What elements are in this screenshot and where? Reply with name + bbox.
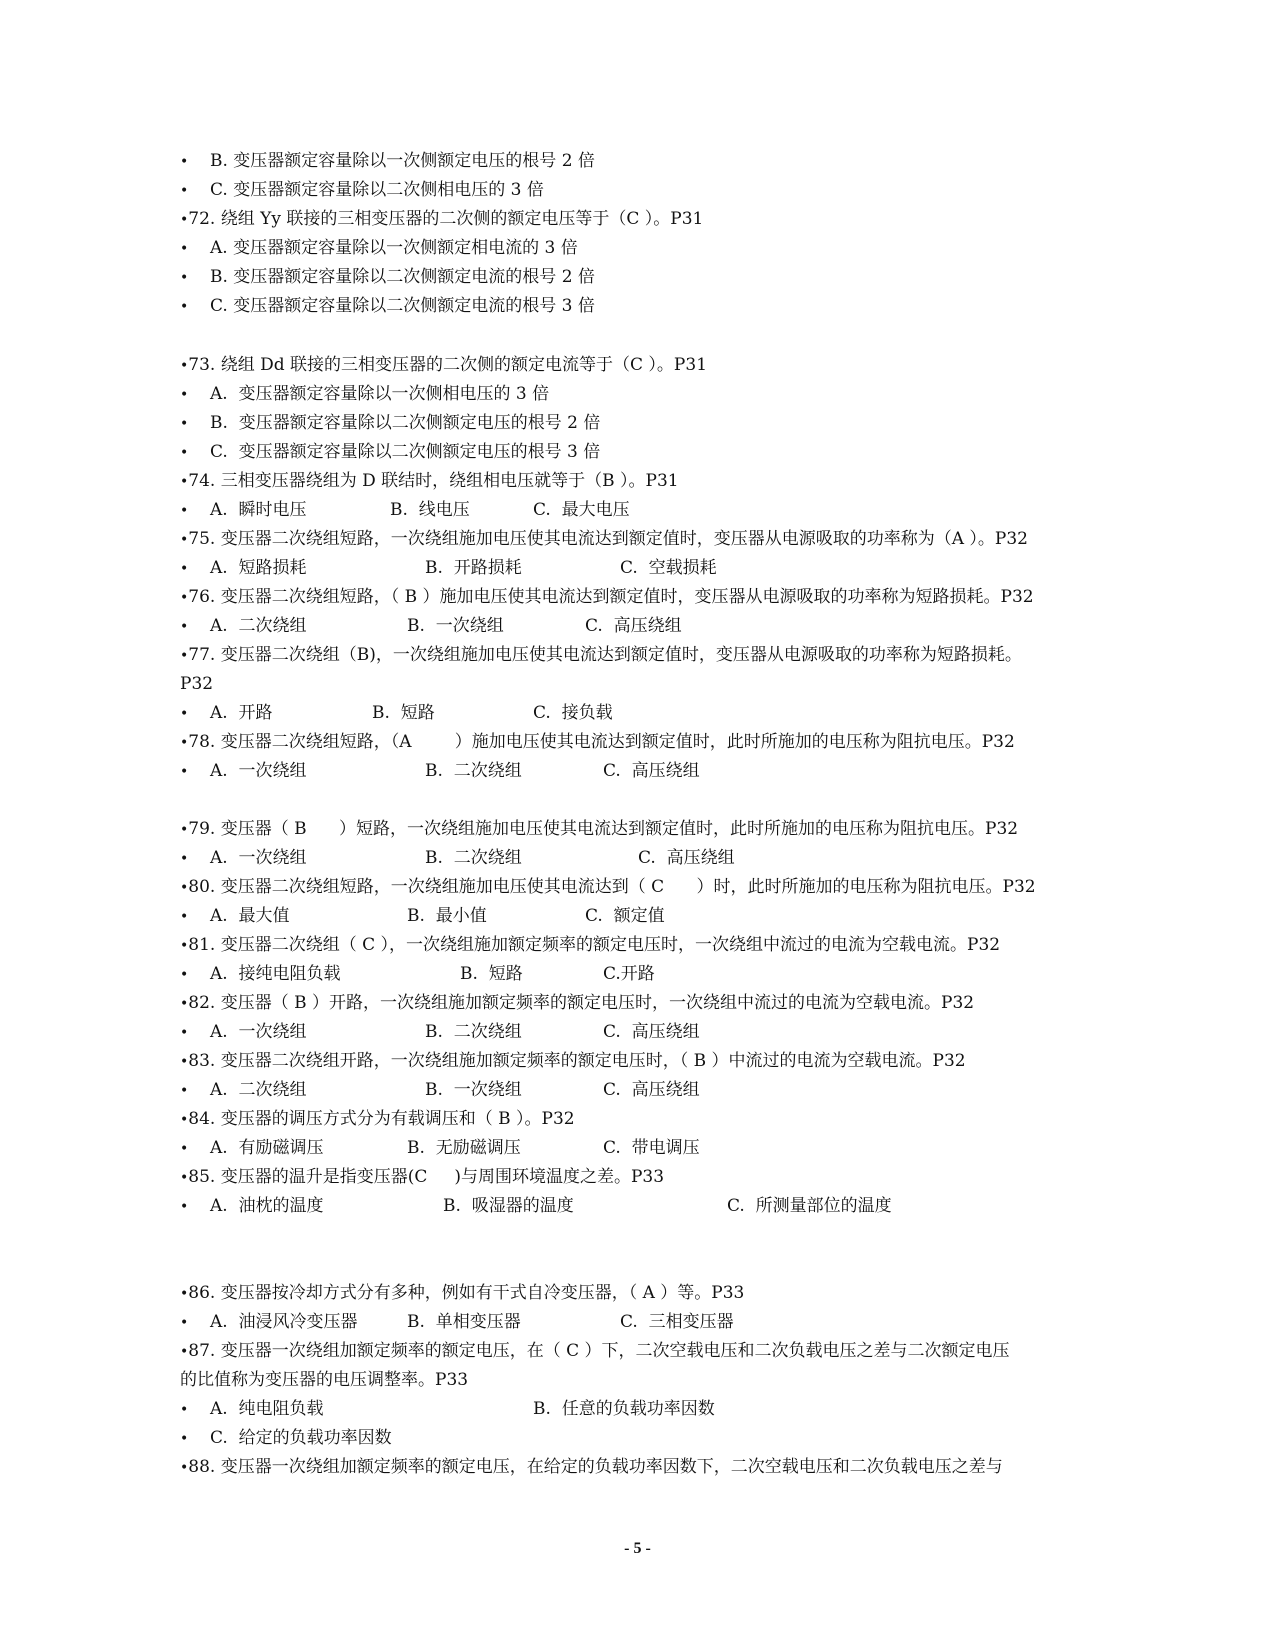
question-text: 85. 变压器的温升是指变压器(C )与周围环境温度之差。P33: [188, 1167, 665, 1187]
option-text: B. 变压器额定容量除以二次侧额定电压的根号 2 倍: [210, 413, 601, 433]
question-line: [180, 816, 1018, 842]
option-choice: C. 带电调压: [603, 1138, 700, 1158]
option-choice: A. 瞬时电压: [210, 500, 307, 520]
option-choice: B. 二次绕组: [425, 1022, 522, 1042]
option-choice: B. 短路: [372, 703, 435, 723]
question-text: 72. 绕组 Yy 联接的三相变压器的二次侧的额定电压等于（C ）。P31: [188, 209, 704, 229]
option-choice: C. 高压绕组: [603, 1022, 700, 1042]
question-text: 75. 变压器二次绕组短路，一次绕组施加电压使其电流达到额定值时，变压器从电源吸取的功率称为（A ）。P32: [188, 529, 1028, 549]
question-line: [180, 584, 1034, 610]
options-line: [180, 758, 1080, 784]
question-text: 79. 变压器（ B ）短路，一次绕组施加电压使其电流达到额定值时，此时所施加的电压称为阻抗电压。P32: [188, 819, 1019, 839]
option-line: [180, 148, 595, 174]
option-choice: B. 吸湿器的温度: [443, 1196, 574, 1216]
options-line: [180, 961, 1080, 987]
option-choice: A. 一次绕组: [210, 848, 307, 868]
question-line: [180, 1338, 1010, 1364]
question-line: [180, 990, 974, 1016]
option-text: C. 给定的负载功率因数: [210, 1428, 392, 1448]
option-choice: A. 油枕的温度: [210, 1196, 324, 1216]
question-text: 76. 变压器二次绕组短路，（ B ）施加电压使其电流达到额定值时，变压器从电源吸取的功率称为短路损耗。P32: [188, 587, 1034, 607]
options-line: [180, 497, 1080, 523]
options-line: [180, 700, 1080, 726]
option-text: C. 变压器额定容量除以二次侧额定电流的根号 3 倍: [210, 296, 595, 316]
option-line: [180, 410, 600, 436]
option-choice: B. 无励磁调压: [407, 1138, 521, 1158]
page-number: - 5 -: [624, 1540, 651, 1557]
option-line: [180, 177, 544, 203]
option-choice: C. 所测量部位的温度: [727, 1196, 892, 1216]
option-choice: B. 二次绕组: [425, 848, 522, 868]
options-line: [180, 613, 1080, 639]
option-choice: C. 高压绕组: [603, 1080, 700, 1100]
bullet-icon: •: [180, 1170, 189, 1186]
option-text: B. 变压器额定容量除以一次侧额定电压的根号 2 倍: [210, 151, 595, 171]
bullet-icon: •: [180, 648, 189, 664]
question-line: [180, 1454, 1003, 1480]
option-choice: B. 开路损耗: [425, 558, 522, 578]
option-line: [180, 235, 578, 261]
options-line: [180, 1077, 1080, 1103]
option-choice: C. 接负载: [533, 703, 613, 723]
option-line: [180, 293, 595, 319]
option-choice: B. 短路: [460, 964, 523, 984]
question-text: 73. 绕组 Dd 联接的三相变压器的二次侧的额定电流等于（C ）。P31: [188, 355, 708, 375]
option-choice: C. 三相变压器: [620, 1312, 734, 1332]
question-text: 77. 变压器二次绕组（B)，一次绕组施加电压使其电流达到额定值时，变压器从电源吸取的功率称为短路损耗。: [188, 645, 1022, 665]
option-choice: B. 二次绕组: [425, 761, 522, 781]
question-line: [180, 874, 1036, 900]
bullet-icon: •: [180, 270, 189, 286]
option-choice: C. 最大电压: [533, 500, 630, 520]
question-text: 88. 变压器一次绕组加额定频率的额定电压，在给定的负载功率因数下，二次空载电压和二次负载电压之差与: [188, 1457, 1003, 1477]
option-choice: A. 最大值: [210, 906, 290, 926]
option-choice: B. 单相变压器: [407, 1312, 521, 1332]
bullet-icon: •: [180, 503, 189, 519]
bullet-icon: •: [180, 445, 189, 461]
continuation-line: 的比值称为变压器的电压调整率。P33: [180, 1370, 469, 1390]
question-line: [180, 526, 1028, 552]
bullet-icon: •: [180, 706, 189, 722]
option-choice: C. 高压绕组: [603, 761, 700, 781]
options-line: [180, 1193, 1080, 1219]
bullet-icon: •: [180, 212, 189, 228]
option-choice: C. 空载损耗: [620, 558, 717, 578]
bullet-icon: •: [180, 1112, 189, 1128]
option-choice: B. 任意的负载功率因数: [533, 1399, 715, 1419]
question-text: 80. 变压器二次绕组短路，一次绕组施加电压使其电流达到（ C ）时，此时所施加的电压称为阻抗电压。P32: [188, 877, 1036, 897]
bullet-icon: •: [180, 1025, 189, 1041]
question-line: [180, 1280, 744, 1306]
option-choice: B. 线电压: [390, 500, 470, 520]
option-choice: A. 接纯电阻负载: [210, 964, 341, 984]
option-text: C. 变压器额定容量除以二次侧额定电压的根号 3 倍: [210, 442, 601, 462]
option-choice: A. 短路损耗: [210, 558, 307, 578]
option-choice: A. 纯电阻负载: [210, 1399, 324, 1419]
options-line: [180, 1309, 1080, 1335]
question-text: 82. 变压器（ B ）开路，一次绕组施加额定频率的额定电压时，一次绕组中流过的电流为空载电流。P32: [188, 993, 975, 1013]
bullet-icon: •: [180, 154, 189, 170]
bullet-icon: •: [180, 299, 189, 315]
question-line: [180, 206, 703, 232]
question-line: [180, 729, 1015, 755]
question-line: [180, 1048, 966, 1074]
question-line: [180, 352, 707, 378]
bullet-icon: •: [180, 1344, 189, 1360]
bullet-icon: •: [180, 909, 189, 925]
options-line: [180, 1396, 1080, 1422]
option-choice: C. 高压绕组: [585, 616, 682, 636]
option-choice: B. 最小值: [407, 906, 487, 926]
question-text: 81. 变压器二次绕组（ C ），一次绕组施加额定频率的额定电压时，一次绕组中流过的电流为空载电流。P32: [188, 935, 1001, 955]
bullet-icon: •: [180, 1431, 189, 1447]
option-choice: A. 开路: [210, 703, 273, 723]
question-line: [180, 468, 679, 494]
bullet-icon: •: [180, 822, 189, 838]
question-text: 83. 变压器二次绕组开路，一次绕组施加额定频率的额定电压时，（ B ）中流过的电流为空载电流。P32: [188, 1051, 966, 1071]
bullet-icon: •: [180, 1083, 189, 1099]
question-text: 84. 变压器的调压方式分为有载调压和（ B ）。P32: [188, 1109, 575, 1129]
bullet-icon: •: [180, 241, 189, 257]
question-text: 78. 变压器二次绕组短路，（A ）施加电压使其电流达到额定值时，此时所施加的电压称为阻抗电压。P32: [188, 732, 1015, 752]
option-choice: B. 一次绕组: [407, 616, 504, 636]
options-line: [180, 1019, 1080, 1045]
bullet-icon: •: [180, 996, 189, 1012]
question-text: 74. 三相变压器绕组为 D 联结时，绕组相电压就等于（B ）。P31: [188, 471, 679, 491]
options-line: [180, 903, 1080, 929]
option-line: [180, 381, 549, 407]
option-text: A. 变压器额定容量除以一次侧额定相电流的 3 倍: [210, 238, 578, 258]
question-line: [180, 1164, 664, 1190]
bullet-icon: •: [180, 764, 189, 780]
option-text: A. 变压器额定容量除以一次侧相电压的 3 倍: [210, 384, 550, 404]
option-text: C. 变压器额定容量除以二次侧相电压的 3 倍: [210, 180, 544, 200]
option-choice: A. 有励磁调压: [210, 1138, 324, 1158]
options-line: [180, 555, 1080, 581]
options-line: [180, 1135, 1080, 1161]
bullet-icon: •: [180, 1460, 189, 1476]
option-line: [180, 439, 600, 465]
option-choice: B. 一次绕组: [425, 1080, 522, 1100]
option-text: B. 变压器额定容量除以二次侧额定电流的根号 2 倍: [210, 267, 595, 287]
option-line: [180, 264, 595, 290]
option-choice: A. 二次绕组: [210, 616, 307, 636]
bullet-icon: •: [180, 967, 189, 983]
bullet-icon: •: [180, 416, 189, 432]
question-text: 87. 变压器一次绕组加额定频率的额定电压，在（ C ）下，二次空载电压和二次负载电压之差与二次额定电压: [188, 1341, 1010, 1361]
option-choice: A. 二次绕组: [210, 1080, 307, 1100]
bullet-icon: •: [180, 474, 189, 490]
option-choice: A. 一次绕组: [210, 761, 307, 781]
bullet-icon: •: [180, 590, 189, 606]
bullet-icon: •: [180, 532, 189, 548]
continuation-line: P32: [180, 674, 214, 694]
bullet-icon: •: [180, 1199, 189, 1215]
option-line: [180, 1425, 392, 1451]
bullet-icon: •: [180, 735, 189, 751]
bullet-icon: •: [180, 1402, 189, 1418]
bullet-icon: •: [180, 183, 189, 199]
option-choice: A. 油浸风冷变压器: [210, 1312, 358, 1332]
bullet-icon: •: [180, 1141, 189, 1157]
bullet-icon: •: [180, 1315, 189, 1331]
bullet-icon: •: [180, 880, 189, 896]
bullet-icon: •: [180, 561, 189, 577]
options-line: [180, 845, 1080, 871]
bullet-icon: •: [180, 938, 189, 954]
question-line: [180, 932, 1000, 958]
question-line: [180, 1106, 575, 1132]
option-choice: C.开路: [603, 964, 655, 984]
question-text: 86. 变压器按冷却方式分有多种，例如有干式自冷变压器，（ A ）等。P33: [188, 1283, 745, 1303]
bullet-icon: •: [180, 1054, 189, 1070]
bullet-icon: •: [180, 358, 189, 374]
question-line: [180, 642, 1022, 668]
bullet-icon: •: [180, 387, 189, 403]
option-choice: C. 额定值: [585, 906, 665, 926]
bullet-icon: •: [180, 851, 189, 867]
bullet-icon: •: [180, 619, 189, 635]
bullet-icon: •: [180, 1286, 189, 1302]
option-choice: C. 高压绕组: [638, 848, 735, 868]
option-choice: A. 一次绕组: [210, 1022, 307, 1042]
